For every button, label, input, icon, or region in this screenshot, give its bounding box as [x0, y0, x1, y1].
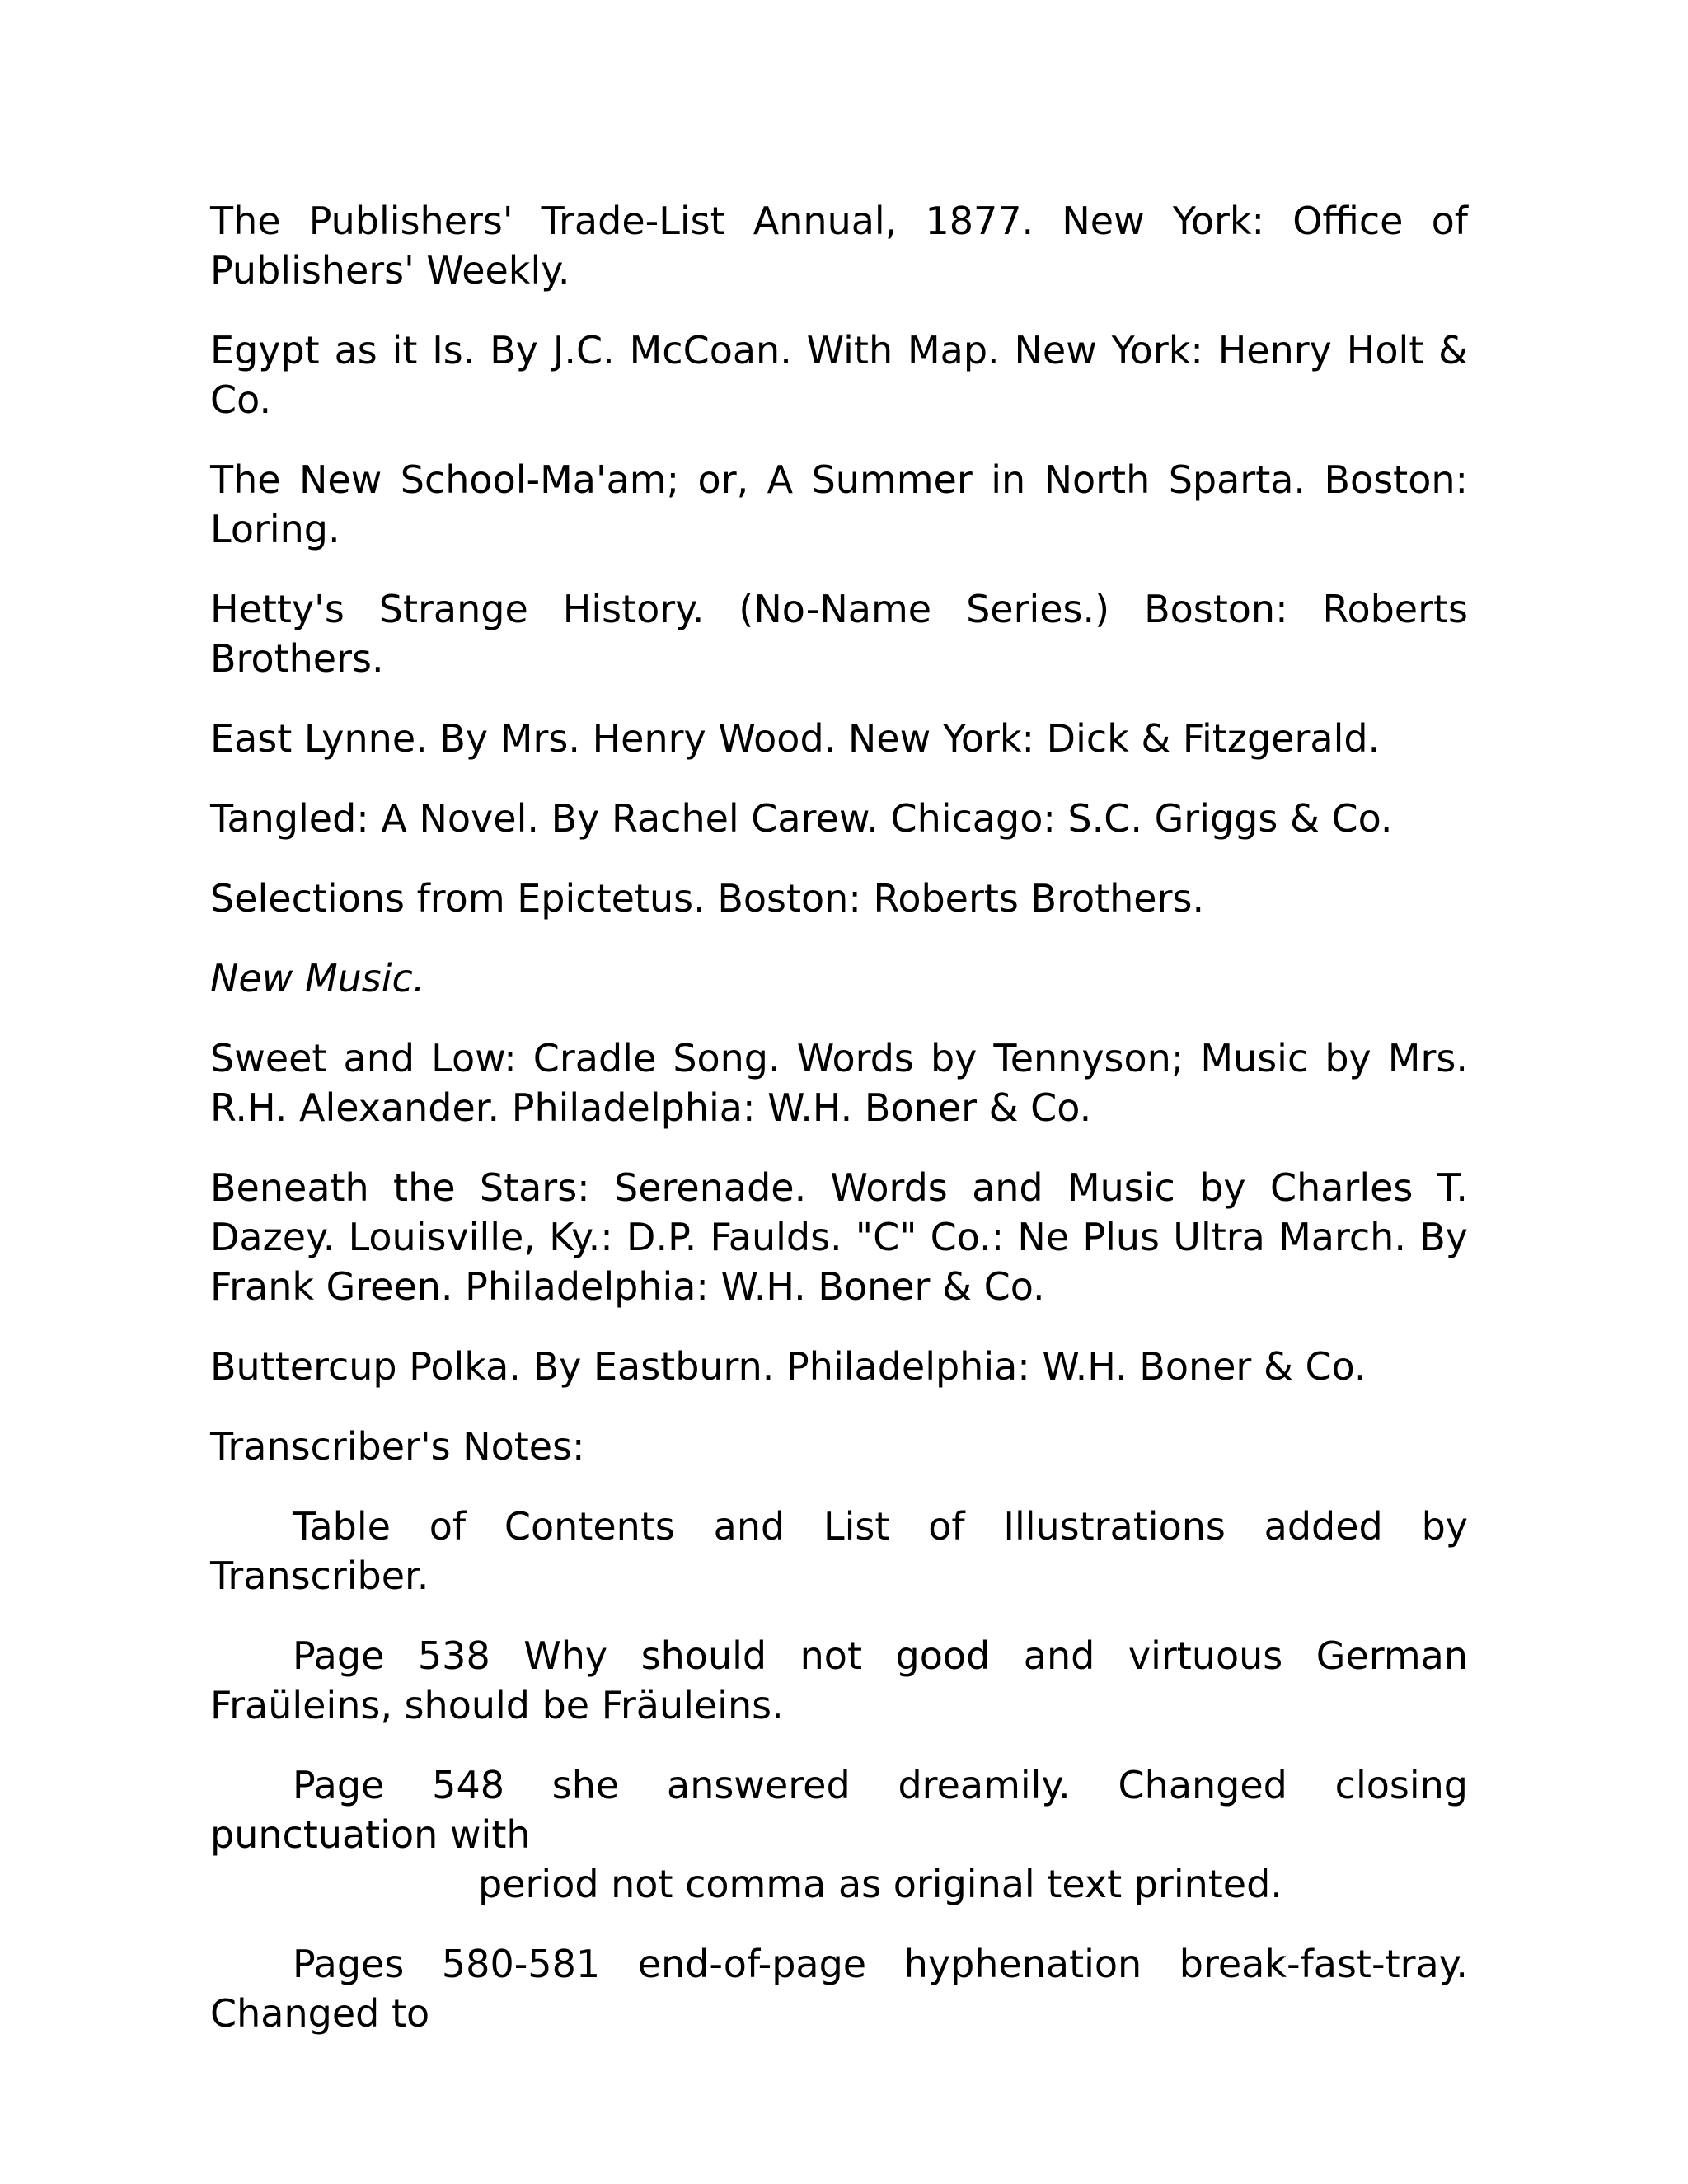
transcriber-note: Page 538 Why should not good and virtuous German Fraüleins, should be Fräuleins.	[210, 1633, 1468, 1727]
document-page	[210, 196, 1468, 2069]
notes-heading: Transcriber's Notes:	[210, 1424, 585, 1469]
book-entry: East Lynne. By Mrs. Henry Wood. New York: Dick & Fitzgerald.	[210, 716, 1381, 761]
note-548-main: Page 548 she answered dreamily. Changed closing punctuation with	[210, 1763, 1468, 1857]
transcriber-note: Table of Contents and List of Illustrations added by Transcriber.	[210, 1504, 1468, 1598]
book-entry: The Publishers' Trade-List Annual, 1877. New York: Office of Publishers' Weekly.	[210, 199, 1468, 293]
music-entry: Beneath the Stars: Serenade. Words and Music by Charles T. Dazey. Louisville, Ky.: D.P. Faulds. "C" Co.: Ne Plus Ultra March. By Frank Green. Philadelphia: W.H. Boner & Co.	[210, 1165, 1468, 1309]
book-entry: Hetty's Strange History. (No-Name Series.) Boston: Roberts Brothers.	[210, 587, 1468, 681]
book-entry: Tangled: A Novel. By Rachel Carew. Chicago: S.C. Griggs & Co.	[210, 796, 1393, 841]
music-entry: Buttercup Polka. By Eastburn. Philadelphia: W.H. Boner & Co.	[210, 1344, 1367, 1389]
music-entry: Sweet and Low: Cradle Song. Words by Tennyson; Music by Mrs. R.H. Alexander. Philadelphia: W.H. Boner & Co.	[210, 1036, 1468, 1130]
transcriber-note-548	[210, 1760, 1468, 1909]
book-entry: Selections from Epictetus. Boston: Roberts Brothers.	[210, 876, 1205, 921]
transcriber-note-580: Pages 580-581 end-of-page hyphenation break-fast-tray. Changed to	[210, 1942, 1468, 2036]
music-heading: New Music.	[210, 956, 425, 1001]
book-entry: The New School-Ma'am; or, A Summer in North Sparta. Boston: Loring.	[210, 457, 1468, 551]
book-entry: Egypt as it Is. By J.C. McCoan. With Map. New York: Henry Holt & Co.	[210, 328, 1468, 422]
note-548-continuation: period not comma as original text printed.	[478, 1862, 1282, 1906]
